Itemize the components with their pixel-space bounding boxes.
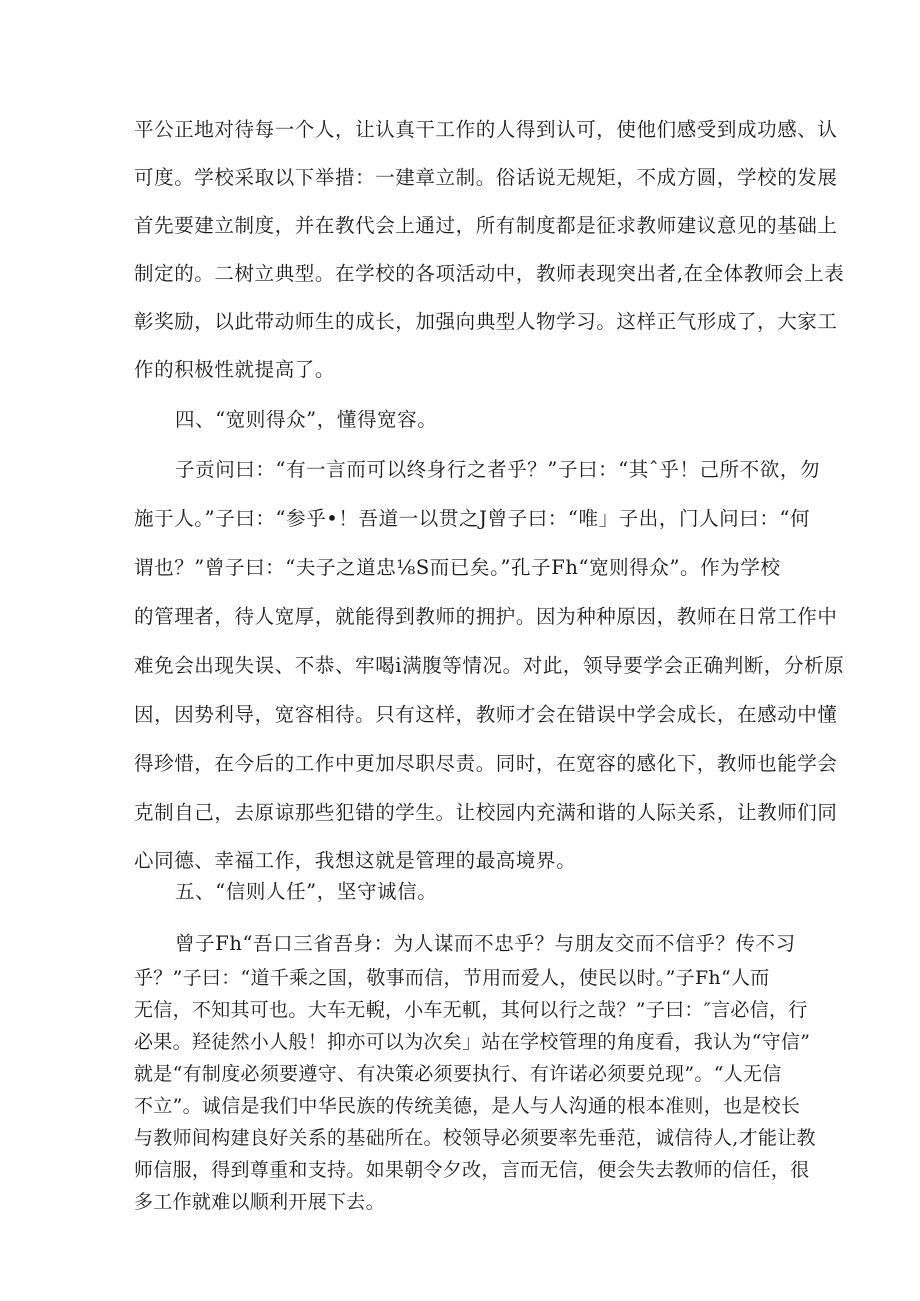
- text-line: 不立”。诚信是我们中华民族的传统美德，是人与人沟通的根本准则，也是校长: [134, 1095, 801, 1117]
- text-line: 作的积极性就提高了。: [134, 358, 336, 381]
- text-line: 曾子Fh“吾口三省吾身：为人谋而不忠乎？与朋友交而不信乎？传不习: [175, 932, 796, 955]
- text-line: 彰奖励，以此带动师生的成长，加强向典型人物学习。这样正气形成了，大家工: [134, 310, 838, 333]
- text-line: 必果。羟徒然小人般！抑亦可以为次矣」站在学校管理的角度看，我认为“守信”: [134, 1031, 811, 1053]
- text-line: 难免会出现失误、不恭、牢喝i满腹等情况。对此，领导要学会正确判断，分析原: [134, 654, 845, 677]
- text-line: 心同德、幸福工作，我想这就是管理的最高境界。: [134, 849, 577, 872]
- text-line: 制定的。二树立典型。在学校的各项活动中，教师表现突出者,在全体教师会上表: [134, 262, 845, 285]
- text-line: 与教师间构建良好关系的基础所在。校领导必须要率先垂范，诚信待人,才能让教: [134, 1127, 816, 1149]
- text-line: 克制自己，去原谅那些犯错的学生。让校园内充满和谐的人际关系，让教师们同: [134, 801, 838, 824]
- section-heading-4: 四、“宽则得众”，懂得宽容。: [175, 408, 438, 431]
- text-line: 多工作就难以顺利开展下去。: [134, 1191, 385, 1213]
- text-line: 得珍惜，在今后的工作中更加尽职尽责。同时，在宽容的感化下，教师也能学会: [134, 752, 838, 775]
- text-line: 施于人。”子曰：“参乎•！吾道一以贯之J曾子曰：“唯」子出，门人问曰：“何: [134, 507, 811, 530]
- text-line: 师信服，得到尊重和支持。如果朝令夕改，言而无信，便会失去教师的信任，很: [134, 1159, 810, 1181]
- text-line: 谓也？”曾子曰：“夫子之道忠⅛S而已矣。”孔子Fh“宽则得众”。作为学校: [134, 556, 781, 579]
- section-heading-5: 五、“信则人任”，坚守诚信。: [175, 880, 438, 903]
- text-line: 平公正地对待每一个人，让认真干工作的人得到认可，使他们感受到成功感、认: [134, 118, 838, 141]
- text-line: 因，因势利导，宽容相待。只有这样，教师才会在错误中学会成长，在感动中懂: [134, 703, 838, 726]
- text-line: 无信，不知其可也。大车无輗，小车无軏，其何以行之哉？”子曰：″言必信，行: [134, 999, 808, 1021]
- text-line: 的管理者，待人宽厚，就能得到教师的拥护。因为种种原因，教师在日常工作中: [134, 605, 838, 628]
- text-line: 首先要建立制度，并在教代会上通过，所有制度都是征求教师建议意见的基础上: [134, 214, 838, 237]
- text-line: 乎？”子曰：“道千乘之国，敬事而信，节用而爱人，使民以时。”子Fh“人而: [134, 967, 770, 989]
- text-line: 可度。学校采取以下举措：一建章立制。俗话说无规矩，不成方圆，学校的发展: [134, 166, 838, 189]
- text-line: 就是“有制度必须要遵守、有决策必须要执行、有许诺必须要兑现”。“人无信: [134, 1063, 782, 1085]
- text-line: 子贡问曰：“有一言而可以终身行之者乎？”子曰：“其ˆ乎！己所不欲，勿: [175, 458, 821, 481]
